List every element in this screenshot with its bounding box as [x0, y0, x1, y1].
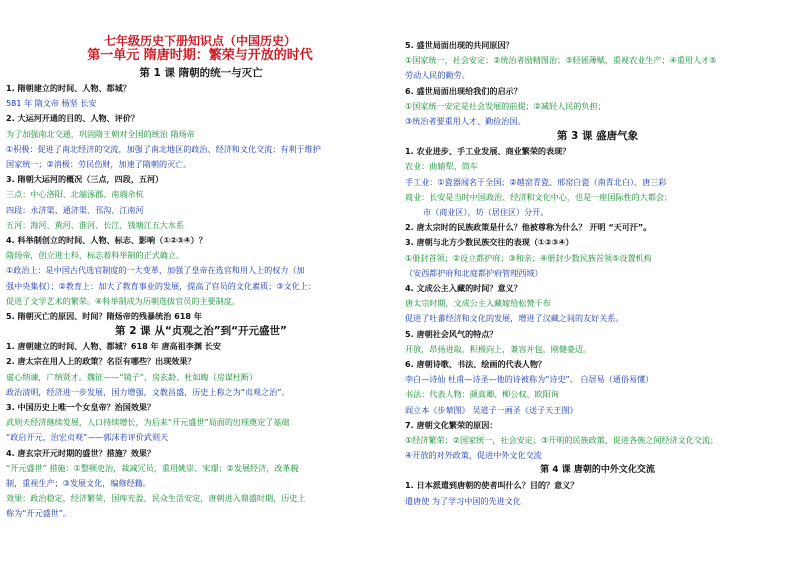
question: 1. 日本派遣到唐朝的使者叫什么？目的？意义？ [405, 480, 579, 491]
answer: ①积极：促进了南北经济的交流，加强了南北地区的政治、经济和文化交流；有利于维护 [6, 143, 321, 154]
answer: 劳动人民的勤劳。 [405, 70, 470, 81]
answer: ①国家统一，社会安定；②统治者励精图治；③轻徭薄赋，重视农业生产；④重用人才⑤ [405, 55, 717, 66]
question: 6. 盛世局面出现给我们的启示？ [405, 85, 522, 96]
answer: 开放，昂扬进取，积极向上，兼容并包，刚健豪迈。 [405, 343, 592, 354]
answer: 强中央集权）；②教育上：加大了教育事业的发展，提高了官员的文化素质；③文化上： [6, 280, 316, 291]
lesson-4-heading: 第 4 课 唐朝的中外文化交流 [540, 465, 655, 476]
answer: 隋炀帝，创立进士科，标志着科举制的正式确立。 [6, 250, 185, 261]
answer: 政治清明，经济进一步发展，国力增强，文教昌盛，历史上称之为“贞观之治”。 [6, 386, 290, 397]
answer: 农业：曲辕犁、筒车 [405, 161, 478, 172]
answer: 虚心纳谏，广纳贤才。魏征——“镜子”，房玄龄、杜如晦（房谋杜断） [6, 371, 258, 382]
answer: 唐太宗时期，文成公主入藏嫁给松赞干布 [405, 298, 551, 309]
question: 4. 唐玄宗开元时期的盛世？措施？效果？ [6, 447, 156, 458]
answer: 581 年 隋文帝 杨坚 长安 [6, 98, 97, 109]
right-column [405, 38, 790, 509]
answer: “开元盛世” 措施：①整顿吏治，裁减冗员，重用姚崇、宋璟；②发展经济，改革税 [6, 462, 299, 473]
question: 4. 科举制创立的时间、人物、标志、影响（①②③④）？ [6, 235, 207, 246]
answer: ①册封首领；②设立都护府；③和亲；④册封少数民族首领⑤设置机构 [405, 252, 652, 263]
question: 2. 唐太宗时的民族政策是什么？他被尊称为什么？ 开明 “天可汗”。 [405, 222, 652, 233]
question: 3. 隋朝大运河的概况（三点，四段，五河） [6, 174, 164, 185]
lesson-1-heading: 第 1 课 隋朝的统一与灭亡 [139, 67, 263, 79]
question: 5. 唐朝社会风气的特点？ [405, 328, 498, 339]
answer: ③统治者要重用人才、勤俭治国。 [405, 116, 526, 127]
question: 3. 唐朝与北方少数民族交往的表现（①②③④） [405, 237, 574, 248]
answer: 李白—诗仙 杜甫—诗圣—他的诗被称为“诗史”。 白居易（通俗易懂） [405, 374, 654, 385]
lesson-2-heading: 第 2 课 从“贞观之治”到“开元盛世” [115, 325, 287, 338]
question: 4. 文成公主入藏的时间？意义？ [405, 283, 522, 294]
answer: 效果：政治稳定，经济繁荣，国库充盈，民众生活安定，唐朝进入鼎盛时期，历史上 [6, 493, 306, 504]
question: 5. 隋朝灭亡的原因、时间？隋炀帝的残暴统治 618 年 [6, 311, 202, 322]
answer: ①经济繁荣；②国家统一，社会安定；③开明的民族政策，促进各族之间经济文化交流； [405, 435, 719, 446]
question: 1. 唐朝建立的时间、人物、都城？618 年 唐高祖李渊 长安 [6, 341, 221, 352]
left-column [6, 66, 396, 522]
answer: 手工业：①瓷器闻名于全国；②越窑青瓷、邢窑白瓷（南青北白）、唐三彩 [405, 176, 667, 187]
answer: 三点：中心洛阳、北端涿郡、南端余杭 [6, 189, 144, 200]
unit-title: 第一单元 隋唐时期：繁荣与开放的时代 [87, 48, 313, 63]
question: 1. 隋朝建立的时间、人物、都城？ [6, 83, 131, 93]
document-title: 七年级历史下册知识点（中国历史） [103, 34, 296, 48]
answer: 制，重视生产；③发展文化，编修经籍。 [6, 478, 151, 489]
answer: 武则天经济继续发展，人口持续增长，为后来“开元盛世”局面的出现奠定了基础 [6, 417, 290, 428]
answer: 商业：长安是当时中国政治、经济和文化中心，也是一座国际性的大都会； [405, 191, 673, 202]
question: 3. 中国历史上唯一个女皇帝？治国效果？ [6, 402, 156, 413]
answer: 遣唐使 为了学习中国的先进文化 [405, 495, 521, 506]
answer: 促进了吐蕃经济和文化的发展，增进了汉藏之间的友好关系。 [405, 313, 624, 324]
answer: “政启开元，治宏贞观”——郭沫若评价武则天 [6, 432, 169, 443]
answer: 促进了文学艺术的繁荣。④科举制成为历朝选拔官员的主要制度。 [6, 295, 240, 306]
question: 6. 唐朝诗歌、书法、绘画的代表人物？ [405, 359, 547, 370]
answer: 四段：永济渠、通济渠、邗沟、江南河 [6, 204, 144, 215]
question: 1. 农业进步、手工业发展、商业繁荣的表现？ [405, 146, 571, 157]
answer: 国家统一；②消极：劳民伤财，加速了隋朝的灭亡。 [6, 159, 192, 170]
answer: ①国家统一安定是社会发展的前提；②减轻人民的负担； [405, 100, 606, 111]
answer: 书法：代表人物：颜真卿、柳公权、欧阳询 [405, 389, 559, 400]
answer: 为了加强南北交通，巩固隋王朝对全国的统治 隋炀帝 [6, 128, 195, 139]
answer: （安西都护府和北庭都护府管理西域） [405, 267, 543, 278]
answer: 市（商业区），坊（居住区）分开。 [423, 207, 549, 218]
answer: 阎立本《步辇图》 吴道子一画圣《送子天王图》 [405, 404, 578, 415]
answer: 称为“开元盛世”。 [6, 508, 72, 519]
answer: ①政治上：是中国古代选官制度的一大变革，加强了皇帝在选官和用人上的权力（加 [6, 265, 305, 276]
lesson-3-heading: 第 3 课 盛唐气象 [556, 130, 639, 143]
answer: 五河：海河、黄河、淮河、长江，钱塘江五大水系 [6, 219, 185, 230]
question: 5. 盛世局面出现的共同原因？ [405, 40, 514, 50]
question: 7. 唐朝文化繁荣的原因： [405, 419, 498, 430]
answer: ④开放的对外政策，促进中外文化交流 [405, 450, 542, 461]
question: 2. 大运河开通的目的、人物、评价？ [6, 113, 139, 124]
question: 2. 唐太宗在用人上的政策？名臣有哪些？出现效果？ [6, 356, 196, 367]
